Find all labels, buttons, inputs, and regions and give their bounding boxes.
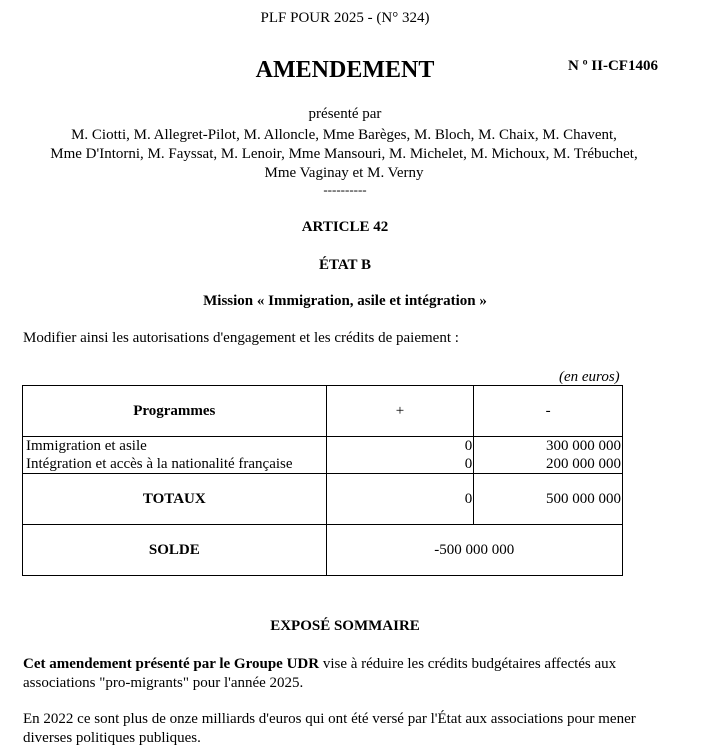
table-row [23,437,623,474]
totals-row [23,474,623,525]
minus-cell [474,437,623,474]
etat-heading: ÉTAT B [318,257,372,273]
column-header-minus: - [474,386,623,437]
column-header-plus: + [326,386,474,437]
authors-list [14,126,674,183]
budget-table [22,385,623,576]
authors-line: Mme D'Intorni, M. Fayssat, M. Lenoir, Mme Mansouri, M. Michelet, M. Michoux, M. Trébuchet, [50,146,638,162]
plus-value: 0 [464,438,473,454]
programme-name: Immigration et asile [26,438,147,454]
intro-text: Modifier ainsi les autorisations d'engagement et les crédits de paiement : [23,330,459,346]
balance-label: SOLDE [23,525,327,576]
minus-value: 300 000 000 [546,438,621,454]
balance-row [23,525,623,576]
programme-name: Intégration et accès à la nationalité française [26,456,293,472]
balance-value: -500 000 000 [326,525,622,576]
programme-cell [23,437,327,474]
authors-line: M. Ciotti, M. Allegret-Pilot, M. Alloncle, Mme Barèges, M. Bloch, M. Chaix, M. Chavent, [71,127,617,143]
presented-by-label: présenté par [308,106,382,122]
summary-paragraph [23,655,683,693]
page-title: AMENDEMENT [255,57,435,83]
summary-lead: Cet amendement présenté par le Groupe UDR [23,656,320,672]
article-heading: ARTICLE 42 [301,219,389,235]
summary-heading: EXPOSÉ SOMMAIRE [270,618,420,634]
bill-reference: PLF POUR 2025 - (N° 324) [260,10,430,26]
authors-line: Mme Vaginay et M. Verny [264,165,424,181]
unit-label: (en euros) [559,369,620,385]
column-header-programmes: Programmes [23,386,327,437]
mission-heading: Mission « Immigration, asile et intégration » [203,293,487,309]
totals-minus: 500 000 000 [474,474,623,525]
totals-plus: 0 [326,474,474,525]
totals-label: TOTAUX [23,474,327,525]
plus-value: 0 [464,456,473,472]
minus-value: 200 000 000 [546,456,621,472]
amendment-number: N º II-CF1406 [568,58,658,74]
summary-paragraph-2: En 2022 ce sont plus de onze milliards d'euros qui ont été versé par l'État aux associations pour mener diverses politiques publiques. [23,711,636,746]
table-header-row [23,386,623,437]
plus-cell [326,437,474,474]
separator: ---------- [323,182,367,197]
summary-text: vise à réduire les crédits budgétaires affectés aux associations "pro-migrants" pour l'année 2025. [23,656,617,691]
